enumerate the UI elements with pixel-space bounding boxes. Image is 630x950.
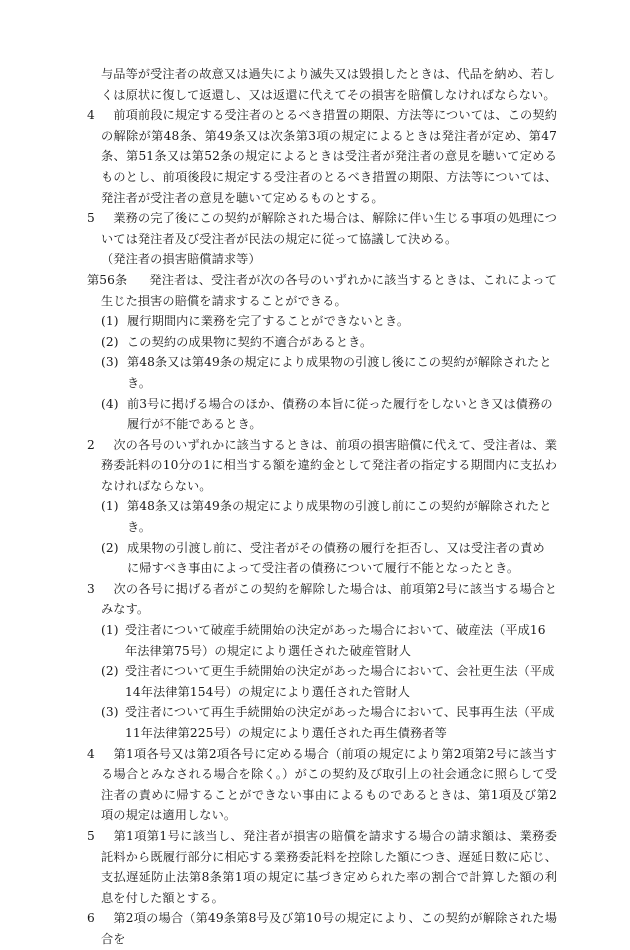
art56-paragraph-2: [87, 435, 557, 497]
list-item: [87, 332, 557, 353]
paragraph-text: [101, 211, 557, 246]
art56-p3-item-list: [87, 620, 557, 744]
item-number: (3): [101, 355, 119, 370]
paragraph-text: [101, 829, 557, 905]
item-text: 第48条又は第49条の規定により成果物の引渡し後にこの契約が解除されたとき。: [127, 355, 552, 390]
item-text: 受注者について更生手続開始の決定があった場合において、会社更生法（平成14年法律第154号）の規定により選任された管財人: [125, 664, 555, 699]
list-item: [87, 620, 557, 661]
art55-paragraph-4: [87, 105, 557, 208]
item-text: 受注者について再生手続開始の決定があった場合において、民事再生法（平成11年法律第225号）の規定により選任された再生債務者等: [125, 705, 555, 740]
item-text: 受注者について破産手続開始の決定があった場合において、破産法（平成16年法律第75号）の規定により選任された破産管財人: [125, 623, 546, 658]
paragraph-body: 前項前段に規定する受注者のとるべき措置の期限、方法等については、この契約の解除が第48条、第49条又は次条第3項の規定によるときは発注者が定め、第47条、第51条又は第52条の規定によるときは受注者が発注者の意見を聴いて定めるものとし、前項後段に規定する受注者のとるべき措置の期限、方法等については、発注者が受注者の意見を聴いて定めるものとする。: [101, 108, 557, 205]
article-56-heading: （発注者の損害賠償請求等）: [101, 252, 261, 267]
paragraph-body: 第2項の場合（第49条第8号及び第10号の規定により、この契約が解除された場合を: [101, 911, 557, 946]
art56-paragraph-4: [87, 744, 557, 826]
item-number: (1): [101, 314, 119, 329]
document-body: [87, 64, 557, 950]
item-number: (1): [101, 499, 119, 514]
paragraph-text: [101, 747, 557, 823]
paragraph-body: 次の各号のいずれかに該当するときは、前項の損害賠償に代えて、受注者は、業務委託料の10分の1に相当する額を違約金として発注者の指定する期間内に支払わなければならない。: [101, 437, 557, 493]
item-number: (4): [101, 396, 119, 411]
paragraph-number: 4: [87, 108, 95, 123]
list-item: [87, 496, 557, 537]
item-number: (1): [101, 623, 119, 638]
continuation-text: 与品等が受注者の故意又は過失により滅失又は毀損したときは、代品を納め、若しくは原状に復して返還し、又は返還に代えてその損害を賠償しなければならない。: [101, 67, 556, 102]
item-text: 第48条又は第49条の規定により成果物の引渡し前にこの契約が解除されたとき。: [127, 499, 552, 535]
paragraph-text: [101, 108, 557, 204]
art56-paragraph-5: [87, 826, 557, 908]
article-text: [101, 273, 557, 308]
art56-p2-item-list: [87, 496, 557, 578]
item-number: (2): [101, 540, 119, 555]
list-item: [87, 702, 557, 743]
paragraph-text: [101, 438, 557, 493]
list-item: [87, 311, 557, 332]
list-item: [87, 352, 557, 393]
article-number: 第56条: [87, 272, 128, 287]
art56-paragraph-3: [87, 579, 557, 620]
paragraph-number: 5: [87, 211, 95, 226]
list-item: [87, 661, 557, 702]
list-item: [87, 394, 557, 435]
item-text: 前3号に掲げる場合のほか、債務の本旨に従った履行をしないとき又は債務の履行が不能であるとき。: [127, 396, 553, 432]
paragraph-number: 4: [87, 746, 95, 761]
paragraph-number: 5: [87, 828, 95, 843]
paragraph-number: 3: [87, 581, 95, 596]
paragraph-text: [101, 582, 557, 617]
item-number: (2): [101, 664, 119, 679]
article-56: [87, 270, 557, 311]
paragraph-body: 第1項第1号に該当し、発注者が損害の賠償を請求する場合の請求額は、業務委託料から既履行部分に相応する業務委託料を控除した額につき、遅延日数に応じ、支払遅延防止法第8条第1項の規定に基づき定められた率の割合で計算した額の利息を付した額とする。: [101, 828, 557, 905]
paragraph-number: 6: [87, 911, 95, 926]
art56-paragraph-6: [87, 908, 557, 949]
item-text: この契約の成果物に契約不適合があるとき。: [127, 334, 373, 349]
list-item: [87, 538, 557, 579]
item-text: 履行期間内に業務を完了することができないとき。: [127, 314, 410, 329]
paragraph-number: 2: [87, 437, 95, 452]
paragraph-body: 次の各号に掲げる者がこの契約を解除した場合は、前項第2号に該当する場合とみなす。: [101, 581, 557, 617]
paragraph-text: [101, 911, 557, 946]
art55-paragraph-5: [87, 208, 557, 249]
paragraph-body: 第1項各号又は第2項各号に定める場合（前項の規定により第2項第2号に該当する場合とみなされる場合を除く。）がこの契約及び取引上の社会通念に照らして受注者の責めに帰することができない事由によるものであるときは、第1項及び第2項の規定は適用しない。: [101, 746, 558, 823]
item-number: (3): [101, 705, 119, 720]
item-number: (2): [101, 334, 119, 349]
item-text: 成果物の引渡し前に、受注者がその債務の履行を拒否し、又は受注者の責めに帰すべき事由によって受注者の債務について履行不能となったとき。: [127, 540, 545, 576]
paragraph-body: 業務の完了後にこの契約が解除された場合は、解除に伴い生じる事項の処理については発注者及び受注者が民法の規定に従って協議して決める。: [101, 211, 557, 246]
art56-p1-item-list: [87, 311, 557, 435]
article-body: 発注者は、受注者が次の各号のいずれかに該当するときは、これによって生じた損害の賠償を請求することができる。: [101, 272, 557, 308]
